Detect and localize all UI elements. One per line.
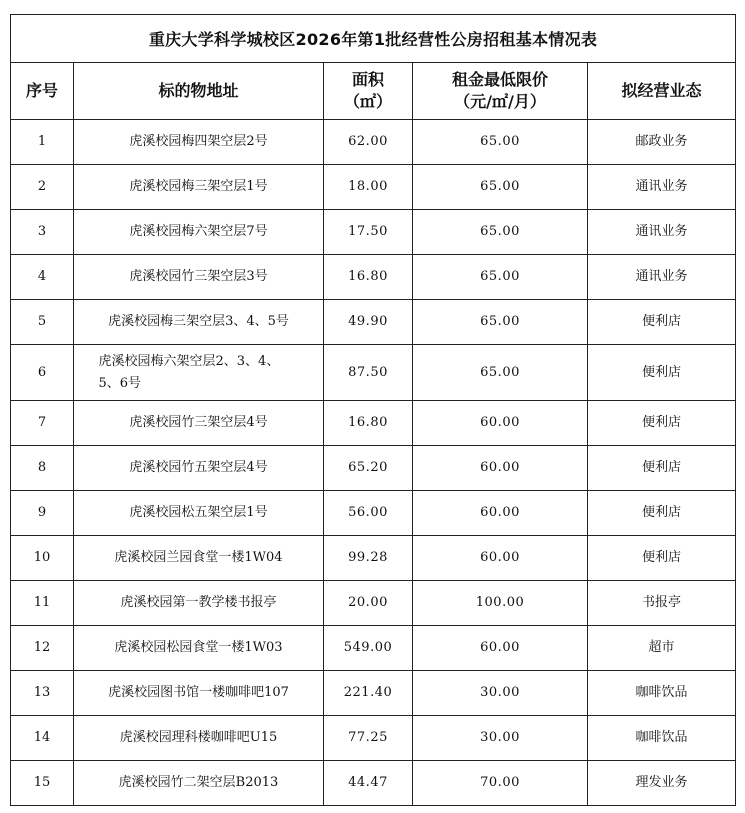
table-row <box>11 345 736 401</box>
cell-address <box>74 626 324 671</box>
table-row <box>11 210 736 255</box>
header-area-label: 面积 <box>351 70 384 89</box>
cell-area: 56.00 <box>324 491 413 536</box>
cell-rent: 65.00 <box>413 120 588 165</box>
cell-business: 便利店 <box>588 536 736 581</box>
header-area <box>324 63 413 120</box>
cell-rent: 30.00 <box>413 716 588 761</box>
cell-address-text: 虎溪校园理科楼咖啡吧U15 <box>119 730 278 745</box>
cell-business: 通讯业务 <box>588 210 736 255</box>
cell-rent: 60.00 <box>413 626 588 671</box>
cell-address-text: 虎溪校园松园食堂一楼1W03 <box>114 640 283 655</box>
table-row <box>11 761 736 806</box>
cell-seq: 8 <box>11 446 74 491</box>
cell-business: 理发业务 <box>588 761 736 806</box>
cell-address-text: 虎溪校园梅三架空层3、4、5号 <box>108 314 289 329</box>
cell-seq: 11 <box>11 581 74 626</box>
cell-seq: 12 <box>11 626 74 671</box>
cell-area: 549.00 <box>324 626 413 671</box>
table-title: 重庆大学科学城校区2026年第1批经营性公房招租基本情况表 <box>11 15 736 63</box>
cell-business: 便利店 <box>588 446 736 491</box>
cell-address <box>74 671 324 716</box>
cell-address-text: 虎溪校园松五架空层1号 <box>129 505 268 520</box>
cell-address-text: 虎溪校园第一教学楼书报亭 <box>120 595 277 610</box>
cell-business: 咖啡饮品 <box>588 716 736 761</box>
cell-address <box>74 761 324 806</box>
rental-info-table <box>10 14 736 806</box>
cell-address <box>74 716 324 761</box>
cell-rent: 65.00 <box>413 255 588 300</box>
cell-area: 20.00 <box>324 581 413 626</box>
cell-rent: 65.00 <box>413 345 588 401</box>
cell-business: 超市 <box>588 626 736 671</box>
cell-address-text: 虎溪校园梅四架空层2号 <box>129 134 268 149</box>
table-row <box>11 581 736 626</box>
cell-address-text: 虎溪校园竹三架空层4号 <box>129 415 268 430</box>
cell-rent: 60.00 <box>413 491 588 536</box>
cell-rent: 60.00 <box>413 401 588 446</box>
cell-address <box>74 581 324 626</box>
cell-seq: 10 <box>11 536 74 581</box>
cell-rent: 100.00 <box>413 581 588 626</box>
cell-seq: 5 <box>11 300 74 345</box>
cell-business: 邮政业务 <box>588 120 736 165</box>
cell-address <box>74 345 324 401</box>
table-row <box>11 255 736 300</box>
table-row <box>11 626 736 671</box>
header-row <box>11 63 736 120</box>
cell-area: 87.50 <box>324 345 413 401</box>
cell-business: 便利店 <box>588 491 736 536</box>
table-row <box>11 401 736 446</box>
table-row <box>11 491 736 536</box>
cell-business: 通讯业务 <box>588 255 736 300</box>
header-area-unit: （㎡） <box>343 92 392 111</box>
cell-address-text: 虎溪校园竹二架空层B2013 <box>118 775 279 790</box>
cell-seq: 6 <box>11 345 74 401</box>
cell-area: 221.40 <box>324 671 413 716</box>
cell-address <box>74 120 324 165</box>
cell-business: 便利店 <box>588 401 736 446</box>
cell-address <box>74 401 324 446</box>
cell-seq: 9 <box>11 491 74 536</box>
cell-area: 77.25 <box>324 716 413 761</box>
cell-area: 44.47 <box>324 761 413 806</box>
cell-rent: 70.00 <box>413 761 588 806</box>
cell-address-text: 虎溪校园梅三架空层1号 <box>129 179 268 194</box>
cell-seq: 2 <box>11 165 74 210</box>
cell-area: 99.28 <box>324 536 413 581</box>
cell-seq: 15 <box>11 761 74 806</box>
cell-address <box>74 446 324 491</box>
cell-address <box>74 165 324 210</box>
table-row <box>11 165 736 210</box>
cell-business: 通讯业务 <box>588 165 736 210</box>
cell-address <box>74 536 324 581</box>
cell-area: 16.80 <box>324 401 413 446</box>
cell-area: 16.80 <box>324 255 413 300</box>
title-row <box>11 15 736 63</box>
table-row <box>11 446 736 491</box>
cell-rent: 65.00 <box>413 165 588 210</box>
header-business: 拟经营业态 <box>588 63 736 120</box>
cell-area: 65.20 <box>324 446 413 491</box>
cell-rent: 60.00 <box>413 446 588 491</box>
cell-business: 便利店 <box>588 345 736 401</box>
cell-rent: 65.00 <box>413 210 588 255</box>
header-address: 标的物地址 <box>74 63 324 120</box>
cell-seq: 13 <box>11 671 74 716</box>
table-row <box>11 536 736 581</box>
cell-address-text: 虎溪校园竹五架空层4号 <box>129 460 268 475</box>
header-rent-label: 租金最低限价 <box>451 70 548 89</box>
cell-seq: 7 <box>11 401 74 446</box>
cell-address-text: 虎溪校园图书馆一楼咖啡吧107 <box>108 685 289 700</box>
header-rent-unit: （元/㎡/月） <box>454 92 546 111</box>
cell-business: 书报亭 <box>588 581 736 626</box>
header-rent <box>413 63 588 120</box>
table-row <box>11 716 736 761</box>
cell-seq: 1 <box>11 120 74 165</box>
table-row <box>11 671 736 716</box>
cell-area: 49.90 <box>324 300 413 345</box>
table-row <box>11 120 736 165</box>
cell-address <box>74 255 324 300</box>
cell-address <box>74 300 324 345</box>
rental-info-sheet <box>10 14 735 806</box>
cell-area: 62.00 <box>324 120 413 165</box>
cell-seq: 4 <box>11 255 74 300</box>
cell-address <box>74 491 324 536</box>
cell-seq: 3 <box>11 210 74 255</box>
cell-rent: 60.00 <box>413 536 588 581</box>
cell-address-text: 虎溪校园梅六架空层7号 <box>129 224 268 239</box>
cell-area: 17.50 <box>324 210 413 255</box>
cell-seq: 14 <box>11 716 74 761</box>
cell-address-text: 虎溪校园梅六架空层2、3、4、5、6号 <box>98 353 280 391</box>
cell-rent: 65.00 <box>413 300 588 345</box>
header-seq: 序号 <box>11 63 74 120</box>
table-row <box>11 300 736 345</box>
cell-rent: 30.00 <box>413 671 588 716</box>
cell-business: 便利店 <box>588 300 736 345</box>
cell-business: 咖啡饮品 <box>588 671 736 716</box>
cell-address <box>74 210 324 255</box>
cell-area: 18.00 <box>324 165 413 210</box>
table-body <box>11 120 736 806</box>
cell-address-text: 虎溪校园兰园食堂一楼1W04 <box>114 550 283 565</box>
cell-address-text: 虎溪校园竹三架空层3号 <box>129 269 268 284</box>
